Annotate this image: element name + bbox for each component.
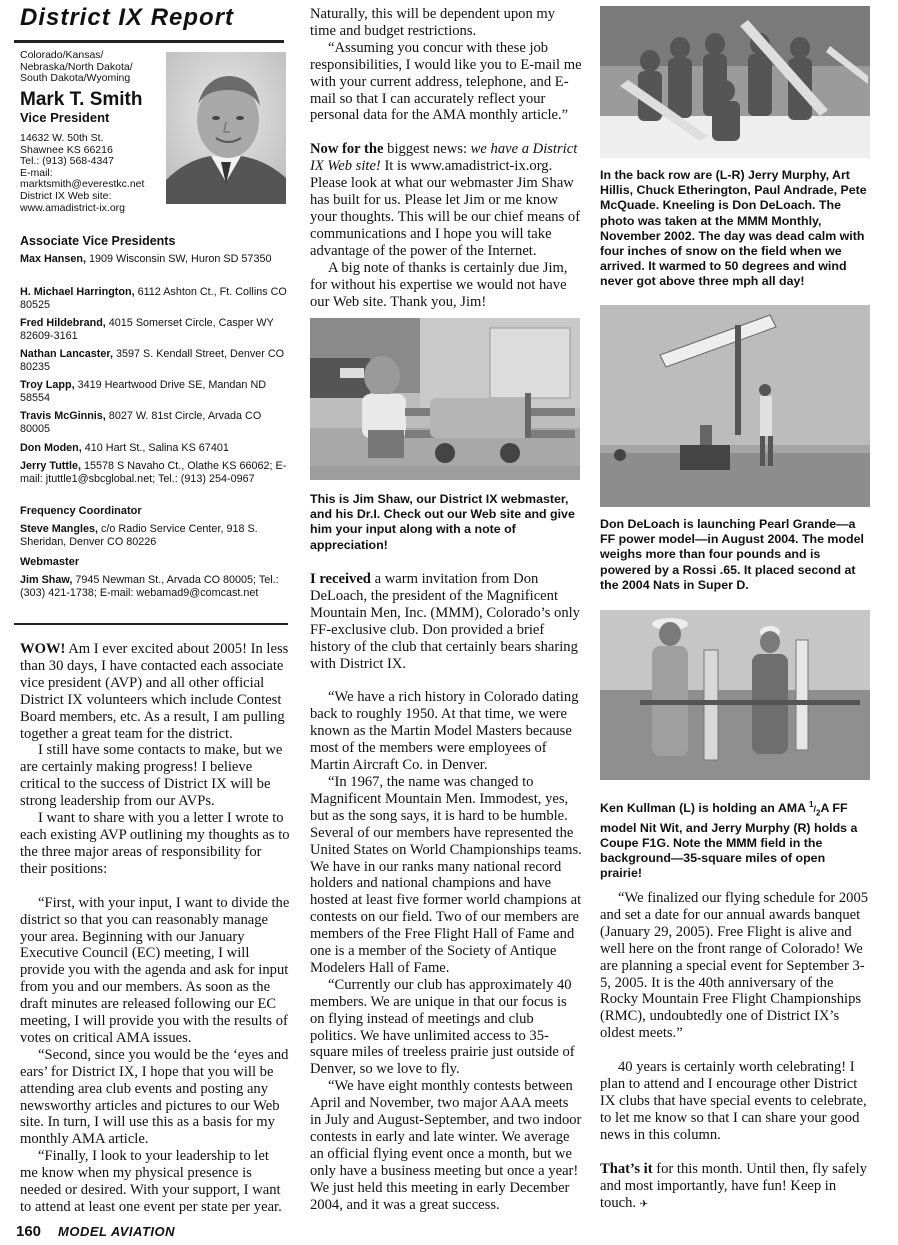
group-photo-caption: In the back row are (L-R) Jerry Murphy, Art Hillis, Chuck Etherington, Paul Andrade, Pete McQuade. Kneeling is Don DeLoach. The photo was taken at the MMM Monthly, November 2002. The day was dead calm with four inches of snow on the field when we arrived. It warmed to 50 degrees and wind never got above three mph all day! xyxy=(600,168,867,289)
column-divider-rule xyxy=(14,623,288,625)
frequency-heading: Frequency Coordinator xyxy=(20,505,142,517)
paragraph: “Assuming you concur with these job responsibilities, I would like you to E-mail me with your current address, telephone, and E-mail so that I can accurately reflect your personal data for the AMA monthly article.” xyxy=(310,39,582,124)
jim-shaw-photo xyxy=(310,318,580,480)
webmaster-entry xyxy=(20,574,290,600)
avp-entry xyxy=(20,442,290,455)
report-title xyxy=(14,4,284,43)
paragraph: Now for the biggest news: we have a District IX Web site! It is www.amadistrict-ix.org. Please look at what our webmaster Jim Shaw has built for us. Please let Jim or me know your thoughts. This will be our chief means of communications and I hope you will take advantage of the power of the Internet. xyxy=(310,141,581,259)
avp-name: Jerry Tuttle, xyxy=(20,460,82,472)
pearl-grande-caption: Don DeLoach is launching Pearl Grande—a FF power model—in August 2004. The model weighs more than four pounds and is powered by a Rossi .65. It placed second at the 2004 Nats in Super D. xyxy=(600,517,864,592)
paragraph: A big note of thanks is certainly due Jim, for without his expertise we would not have our Web site. Thank you, Jim! xyxy=(310,259,568,310)
district-states: Colorado/Kansas/ Nebraska/North Dakota/ South Dakota/Wyoming xyxy=(20,49,133,84)
vp-web-label: District IX Web site: xyxy=(20,189,112,202)
paragraph: WOW! Am I ever excited about 2005! In less than 30 days, I have contacted each associate vice president (AVP) and all other official District IX volunteers which include Contest Board members, etc. As a result, I am pulling together a great team for the district. xyxy=(20,641,289,742)
paragraph: I want to share with you a letter I wrote to each existing AVP outlining my thoughts as to the three major areas of responsibility for their positions: xyxy=(20,810,290,877)
vp-tel: Tel.: (913) 568-4347 xyxy=(20,155,114,168)
report-title-text: District IX Report xyxy=(20,4,235,31)
magazine-name: MODEL AVIATION xyxy=(58,1224,176,1239)
vp-email[interactable]: marktsmith@everestkc.net xyxy=(20,178,145,191)
vp-contact-block xyxy=(20,133,170,214)
avp-address: 15578 S Navaho Ct., Olathe KS 66062; E-mail: jtuttle1@sbcglobal.net; Tel.: (913) 254-0967 xyxy=(20,460,287,485)
vp-title: Vice President xyxy=(20,110,110,125)
vp-email-label: E-mail: xyxy=(20,166,53,179)
paragraph: “Second, since you would be the ‘eyes and ears’ for District IX, I hope that you will be attending area club events and posting any newsworthy articles and pictures to our Web site. In turn, I will use this as a basis for my monthly AMA article. xyxy=(20,1046,289,1148)
paragraph: “We have eight monthly contests between April and November, two major AAA meets in July and August-September, and two indoor contests in early and late winter. We average an official flying event once a month, but we only have a business meeting but once a year! We just held this meeting in early December 2004, and it was a great success. xyxy=(310,1078,582,1213)
frequency-entry xyxy=(20,523,290,549)
avp-entry xyxy=(20,460,290,486)
vp-portrait-photo xyxy=(166,52,286,204)
paragraph: “We finalized our flying schedule for 2005 and set a date for our annual awards banquet (January 29, 2005). Free Flight is alive and well here on the front range of Colorado! We are planning a special event for September 3-5, 2005. It is the 40th anniversary of the Rocky Mountain Free Flight Championships (RMC), undoubtedly one of District IX’s oldest meets.” xyxy=(600,890,869,1042)
ama-end-mark-icon: ✈ xyxy=(639,1198,649,1210)
avp-name: Travis McGinnis, xyxy=(20,410,106,422)
vp-web[interactable]: www.amadistrict-ix.org xyxy=(20,201,126,214)
avp-address: 1909 Wisconsin SW, Huron SD 57350 xyxy=(86,253,272,265)
col1-article-text xyxy=(20,641,290,1216)
avp-address: 4015 Somerset Circle, Casper WY 82609-3161 xyxy=(20,317,274,342)
avp-name: Troy Lapp, xyxy=(20,379,75,391)
paragraph: “Currently our club has approximately 40 members. We are unique in that our focus is on flying instead of meetings and club politics. We have unlimited access to 35-square miles of treeless prairie just outside of Denver, so we love to fly. xyxy=(310,976,575,1078)
pearl-grande-photo xyxy=(600,305,870,507)
col2-article-text-bottom xyxy=(310,571,582,1214)
fraction-numerator: 1 xyxy=(809,800,814,809)
paragraph: “We have a rich history in Colorado dating back to roughly 1950. At that time, we were known as the Martin Model Masters because most of the members were employees of Martin Aircraft Co. in Denver. xyxy=(310,689,579,774)
lead-word: That’s it xyxy=(600,1160,653,1177)
vp-street: 14632 W. 50th St. xyxy=(20,132,104,144)
lead-word: I received xyxy=(310,571,371,587)
paragraph: “Finally, I look to your leadership to let me know when my physical presence is needed or desired. With your support, I want to attend at least one event per state per year. xyxy=(20,1148,282,1215)
avp-address: 6112 Ashton Ct., Ft. Collins CO 80525 xyxy=(20,286,287,311)
mmm-group-photo xyxy=(600,6,870,158)
frequency-address: c/o Radio Service Center, 918 S. Sheridan, Denver CO 80226 xyxy=(20,523,258,548)
paragraph: 40 years is certainly worth celebrating! I plan to attend and I encourage other District IX clubs that have special events to celebrate, to let me know so that I can share your good news in this column. xyxy=(600,1059,867,1143)
avp-entry xyxy=(20,379,290,405)
kullman-murphy-photo xyxy=(600,610,870,780)
webmaster-heading: Webmaster xyxy=(20,556,80,568)
avp-heading: Associate Vice Presidents xyxy=(20,234,176,248)
kullman-murphy-caption: Ken Kullman (L) is holding an AMA $^1/_2A$ FF model Nit Wit, and Jerry Murphy (R) holds a Coupe F1G. Note the MMM field in the background—35-square miles of open prairie! xyxy=(600,800,858,881)
lead-word: Now for the xyxy=(310,141,384,158)
avp-address: 3597 S. Kendall Street, Denver CO 80235 xyxy=(20,348,285,373)
lead-word: WOW! xyxy=(20,641,66,657)
avp-name: Nathan Lancaster, xyxy=(20,348,114,360)
paragraph: “In 1967, the name was changed to Magnificent Mountain Men. Immodest, yes, but as the song says, it is hard to be humble. Several of our members have represented the United States on World Championships teams. We have in our ranks many national record holders and national champions and have hosted at least five former world champions at contests on our field. Two of our members are members of the Free Flight Hall of Fame and one is a member of the Society of Antique Modelers Hall of Fame. xyxy=(310,773,582,976)
frequency-name: Steve Mangles, xyxy=(20,523,99,535)
avp-entry xyxy=(20,253,290,266)
paragraph: “First, with your input, I want to divide the district so that you can reasonably manage your area. Beginning with our January Executive Council (EC) meeting, I will provide you with the agenda and ask for input from you and our members. As soon as the draft minutes are released following our EC meeting, I will provide you with the results of votes on critical AMA issues. xyxy=(20,894,290,1046)
page-number: 160 xyxy=(16,1223,42,1240)
col2-article-text-top xyxy=(310,6,582,310)
paragraph: I received a warm invitation from Don DeLoach, the president of the Magnificent Mountain Men, Inc. (MMM), Colorado’s only FF-exclusive club. Don provided a brief history of the club that certainly bears sharing with District IX. xyxy=(310,571,580,672)
webmaster-address: 7945 Newman St., Arvada CO 80005; Tel.: (303) 421-1738; E-mail: webamad9@comcast.net xyxy=(20,574,279,599)
paragraph: I still have some contacts to make, but we are certainly making progress! I believe critical to the success of District IX will be strong leadership from our AVPs. xyxy=(20,742,283,810)
avp-address: 410 Hart St., Salina KS 67401 xyxy=(81,442,229,454)
avp-name: Don Moden, xyxy=(20,442,82,454)
avp-name: H. Michael Harrington, xyxy=(20,286,135,298)
avp-entry xyxy=(20,286,290,312)
avp-address: 3419 Heartwood Drive SE, Mandan ND 58554 xyxy=(20,379,267,404)
avp-entry xyxy=(20,348,290,374)
jim-shaw-caption: This is Jim Shaw, our District IX webmaster, and his Dr.I. Check out our Web site and give him your input along with a note of appreciation! xyxy=(310,492,575,552)
vp-city: Shawnee KS 66216 xyxy=(20,143,113,156)
webmaster-name: Jim Shaw, xyxy=(20,574,73,586)
col3-article-text xyxy=(600,890,872,1213)
vp-name: Mark T. Smith xyxy=(20,89,143,110)
fraction-denominator: 2 xyxy=(816,808,821,818)
avp-entry xyxy=(20,410,290,436)
avp-address: 8027 W. 81st Circle, Arvada CO 80005 xyxy=(20,410,262,435)
avp-entry xyxy=(20,317,290,343)
paragraph: That’s it for this month. Until then, fly safely and most importantly, have fun! Keep in touch. ✈ xyxy=(600,1160,867,1211)
paragraph: Naturally, this will be dependent upon my time and budget restrictions. xyxy=(310,6,556,39)
avp-name: Fred Hildebrand, xyxy=(20,317,106,329)
avp-name: Max Hansen, xyxy=(20,253,87,265)
